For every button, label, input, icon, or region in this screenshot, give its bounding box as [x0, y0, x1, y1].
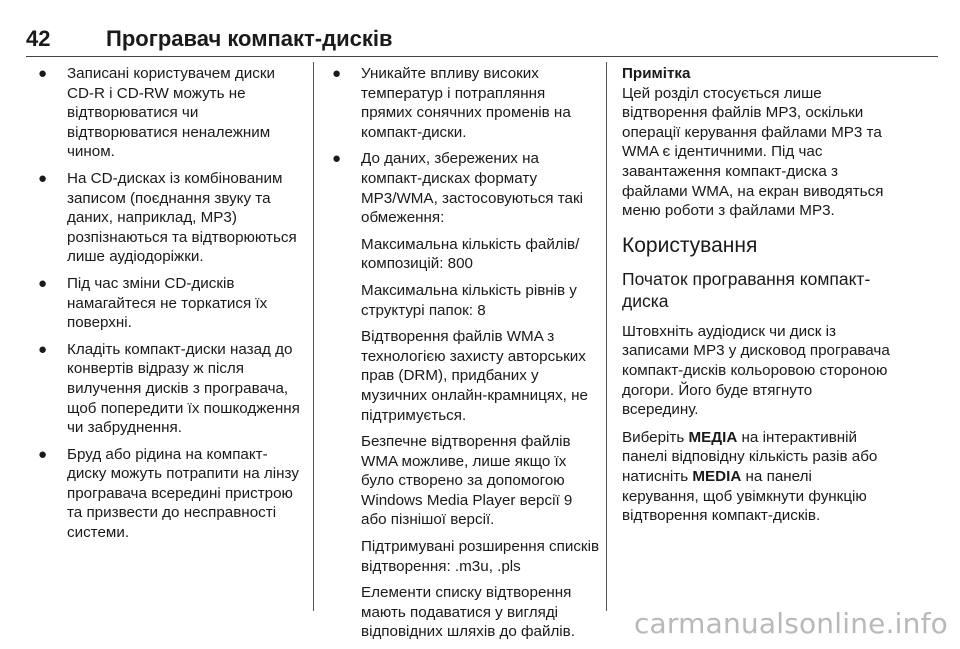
bullet-dot: ● [332, 65, 342, 82]
bullet-dot: ● [38, 445, 48, 463]
header-rule [26, 56, 938, 57]
list-item: ● Записані користувачем диски CD-R і CD-RW можуть не відтворюватися чи відтворюватися неналежним чином. [38, 65, 275, 161]
watermark: carmanualsonline.info [633, 607, 948, 640]
list-item: ● Бруд або рідина на компакт-диску можуть потрапити на лінзу програвача всередині пристрою та призвести до несправності системи. [38, 445, 299, 542]
sub-item: Максимальна кількість рівнів у структурі папок: 8 [361, 281, 577, 319]
note-text: Цей розділ стосується лише відтворення файлів MP3, оскільки операції керування файлами MP3 та WMA є ідентичними. Під час завантаження компакт-диска з файлами WMA, на екран виводяться меню роботи з файлами MP3. [622, 84, 884, 220]
bullet-dot: ● [38, 274, 48, 292]
sub-item: Максимальна кількість файлів/композицій: 800 [361, 235, 580, 273]
list-item: ● Уникайте впливу високих температур і потрапляння прямих сонячних променів на компакт-диски. [332, 65, 571, 141]
page-title: Програвач компакт-дисків [106, 26, 393, 51]
column-1 [38, 64, 302, 550]
bullet-dot: ● [38, 65, 48, 82]
media-button-label: MEDIA [692, 467, 742, 485]
list-item: ● Під час зміни CD-дисків намагайтеся не торкатися їх поверхні. [38, 274, 268, 332]
sub-item: Безпечне відтворення файлів WMA можливе, лише якщо їх було створено за допомогою Windows Media Player версії 9 або пізнішої версії. [361, 433, 573, 529]
paragraph-insert-disc: Штовхніть аудіодиск чи диск із записами MP3 у дисковод програвача компакт-дисків кольоровою стороною догори. Його буде втягнуто всередину. [622, 322, 890, 419]
column-2 [332, 64, 600, 649]
column-3 [622, 64, 890, 534]
paragraph-select-media: Виберіть МЕДІА на інтерактивній панелі відповідну кількість разів або натисніть MEDIA на панелі керування, щоб увімкнути функцію відтворення компакт-дисків. [622, 428, 878, 525]
subsection-heading: Початок програвання компакт-диска [622, 268, 871, 311]
bullet-dot: ● [38, 340, 48, 358]
list-item: ● До даних, збережених на компакт-дисках формату MP3/WMA, застосовуються такі обмеження: [332, 150, 583, 227]
bullet-dot: ● [38, 169, 48, 187]
list-item: ● На CD-дисках із комбінованим записом (поєднання звуку та даних, наприклад, MP3) розпізнаються та відтворюються лише аудіодоріжки. [38, 169, 297, 266]
bullet-dot: ● [332, 150, 342, 168]
list-item: ● Кладіть компакт-диски назад до конвертів відразу ж після вилучення дисків з програвача, щоб попередити їх пошкодження чи забруднення. [38, 340, 300, 437]
section-heading: Користування [622, 233, 758, 257]
page-header [26, 26, 936, 52]
sub-item: Відтворення файлів WMA з технологією захисту авторських прав (DRM), придбаних у музичних онлайн-крамницях, не підтримується. [361, 328, 588, 424]
column-divider-2 [606, 62, 607, 611]
page-number: 42 [26, 26, 51, 51]
sub-item: Підтримувані розширення списків відтворення: .m3u, .pls [361, 538, 600, 575]
sub-item: Елементи списку відтворення мають подаватися у вигляді відповідних шляхів до файлів. [361, 584, 575, 641]
media-ui-label: МЕДІА [688, 428, 738, 446]
column-divider-1 [313, 62, 314, 611]
note-title: Примітка [622, 65, 691, 82]
